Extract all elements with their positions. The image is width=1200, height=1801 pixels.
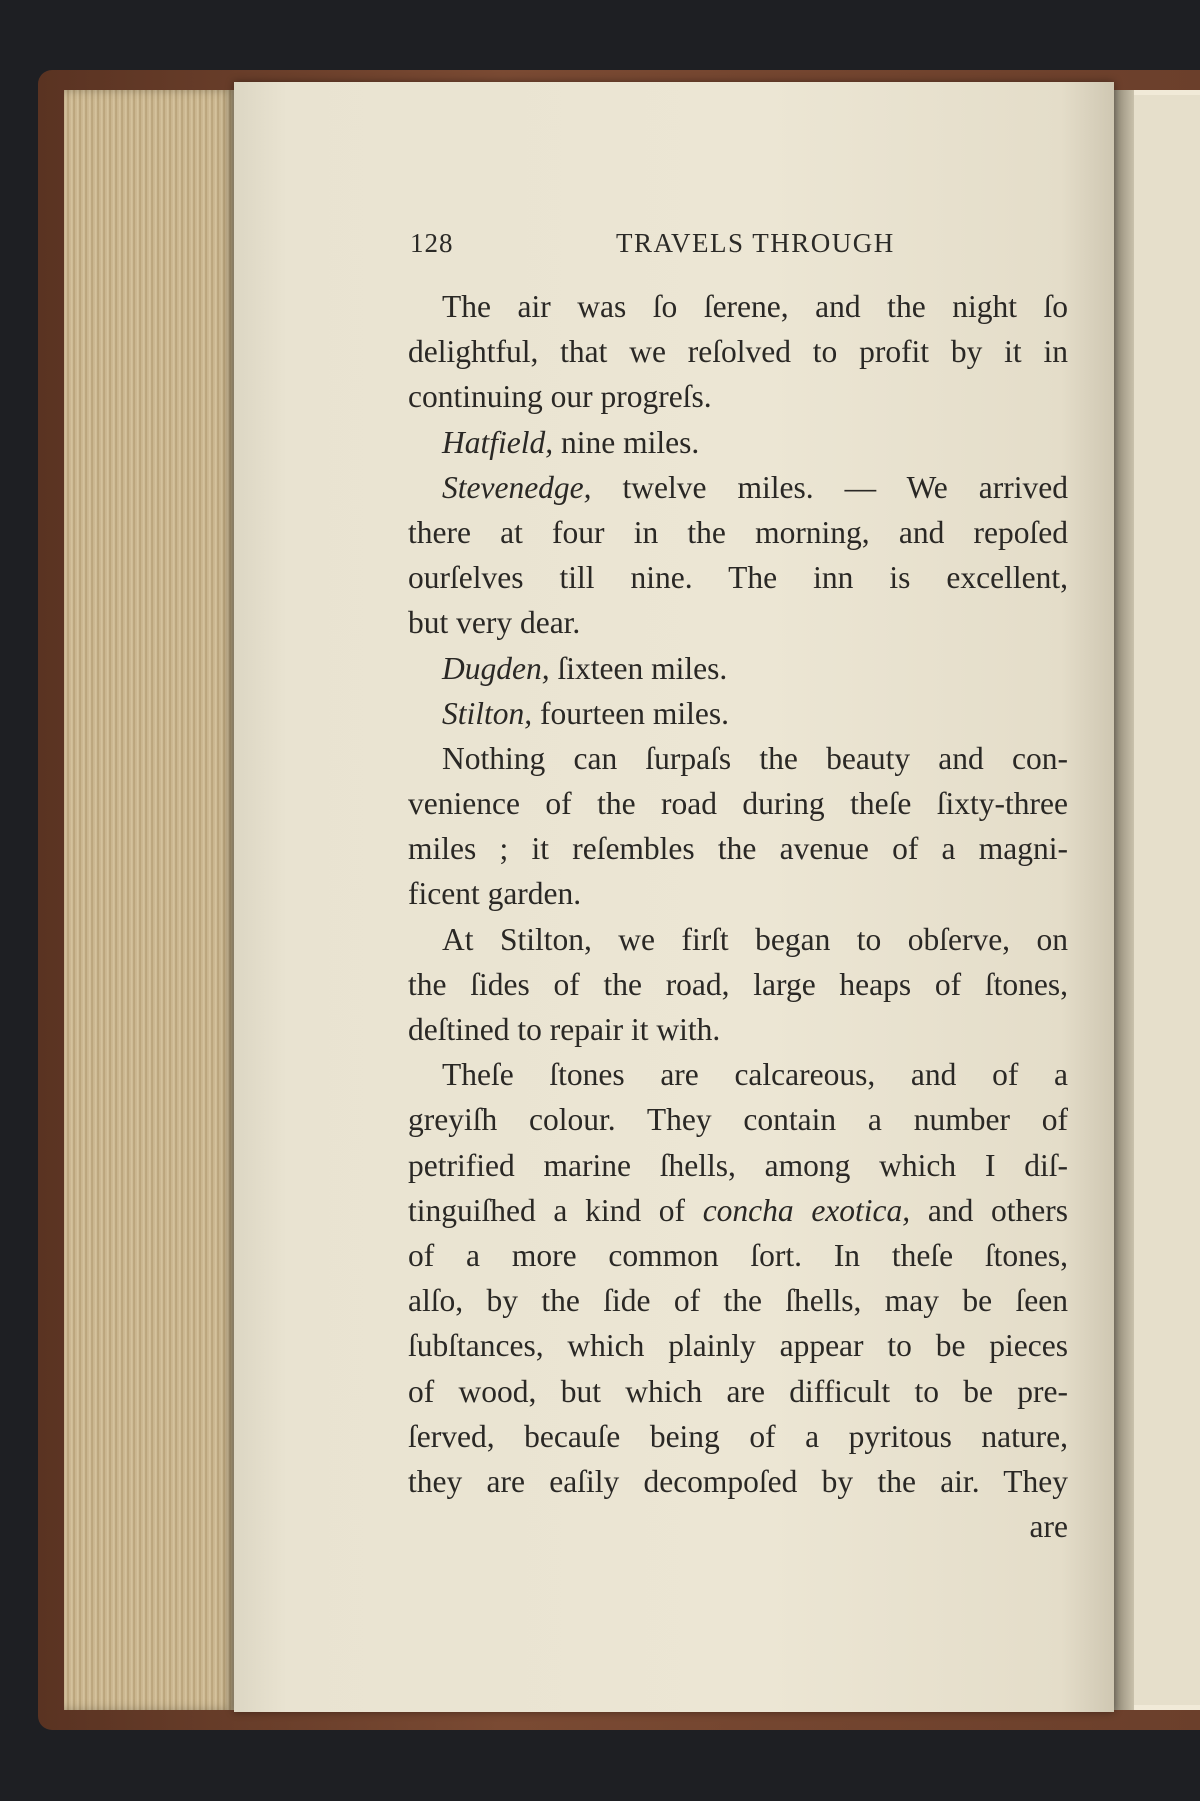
running-head: TRAVELS THROUGH [616, 228, 895, 258]
text-line [408, 1233, 1068, 1278]
facing-page-edge [1134, 95, 1200, 1705]
text-span: Nothing can ſurpaſs the beauty and con- [442, 740, 1068, 776]
text-line [408, 1143, 1068, 1188]
text-span: deſtined to repair it with. [408, 1012, 721, 1047]
text-span: ſubſtances, which plainly appear to be pieces [408, 1328, 1068, 1364]
text-span: fourteen miles. [532, 695, 729, 731]
text-span: and others [910, 1192, 1068, 1228]
text-span: twelve miles. — We arrived [591, 469, 1068, 505]
text-span: petrified marine ſhells, among which I diſ- [408, 1147, 1068, 1183]
text-span: ourſelves till nine. The inn is excellent, [408, 560, 1068, 596]
text-line [408, 374, 1068, 419]
text-span: delightful, that we reſolved to profit by it in [408, 334, 1068, 370]
text-span: nine miles. [553, 424, 700, 460]
text-span: miles ; it reſembles the avenue of a magni- [408, 831, 1068, 867]
text-line [408, 871, 1068, 916]
page-edges [64, 90, 234, 1710]
italic-term: concha exotica, [702, 1192, 911, 1228]
text-line [408, 1278, 1068, 1323]
text-span: tinguiſhed a kind of [408, 1192, 703, 1228]
text-line [408, 1188, 1068, 1233]
text-line [408, 465, 1068, 510]
text-line [408, 1459, 1068, 1504]
text-line [408, 1097, 1068, 1142]
text-span: ſerved, becauſe being of a pyritous nature, [408, 1418, 1068, 1454]
text-span: the ſides of the road, large heaps of ſtones, [408, 966, 1068, 1002]
text-line [408, 1052, 1068, 1097]
text-line [408, 600, 1068, 645]
text-line [408, 826, 1068, 871]
place-name: Hatfield, [442, 424, 554, 460]
text-line [408, 1504, 1068, 1549]
text-line [408, 646, 1068, 691]
text-line [408, 1369, 1068, 1414]
text-line [408, 420, 1068, 465]
text-line [408, 510, 1068, 555]
text-line [408, 736, 1068, 781]
text-line [408, 1414, 1068, 1459]
text-span: The air was ſo ſerene, and the night ſo [442, 289, 1068, 324]
text-span: ſixteen miles. [549, 650, 728, 686]
text-span: greyiſh colour. They contain a number of [408, 1102, 1068, 1138]
text-line [408, 781, 1068, 826]
page-header [410, 228, 970, 268]
text-span: of wood, but which are difficult to be pre- [408, 1373, 1068, 1409]
text-line [408, 962, 1068, 1007]
text-line [408, 691, 1068, 736]
text-span: they are eaſily decompoſed by the air. They [408, 1463, 1068, 1499]
text-line [408, 1323, 1068, 1368]
place-name: Dugden, [442, 650, 550, 686]
text-line [408, 329, 1068, 374]
text-line [408, 917, 1068, 962]
text-span: there at four in the morning, and repoſed [408, 514, 1068, 550]
text-span: venience of the road during theſe ſixty-three [408, 786, 1068, 822]
text-span: alſo, by the ſide of the ſhells, may be ſeen [408, 1283, 1068, 1319]
text-span: of a more common ſort. In theſe ſtones, [408, 1237, 1068, 1273]
text-span: but very dear. [408, 605, 581, 641]
text-line [408, 1007, 1068, 1052]
place-name: Stevenedge, [442, 469, 592, 505]
page-number: 128 [410, 228, 454, 258]
text-span: At Stilton, we firſt began to obſerve, on [442, 921, 1068, 957]
body-text [408, 284, 1068, 1549]
text-line [408, 284, 1068, 329]
text-span: Theſe ſtones are calcareous, and of a [442, 1057, 1068, 1093]
text-span: continuing our progreſs. [408, 379, 712, 415]
gutter-shadow [1114, 90, 1134, 1710]
text-span: ficent garden. [408, 876, 582, 912]
text-line [408, 555, 1068, 600]
place-name: Stilton, [442, 695, 533, 731]
text-span: are [1029, 1509, 1068, 1545]
